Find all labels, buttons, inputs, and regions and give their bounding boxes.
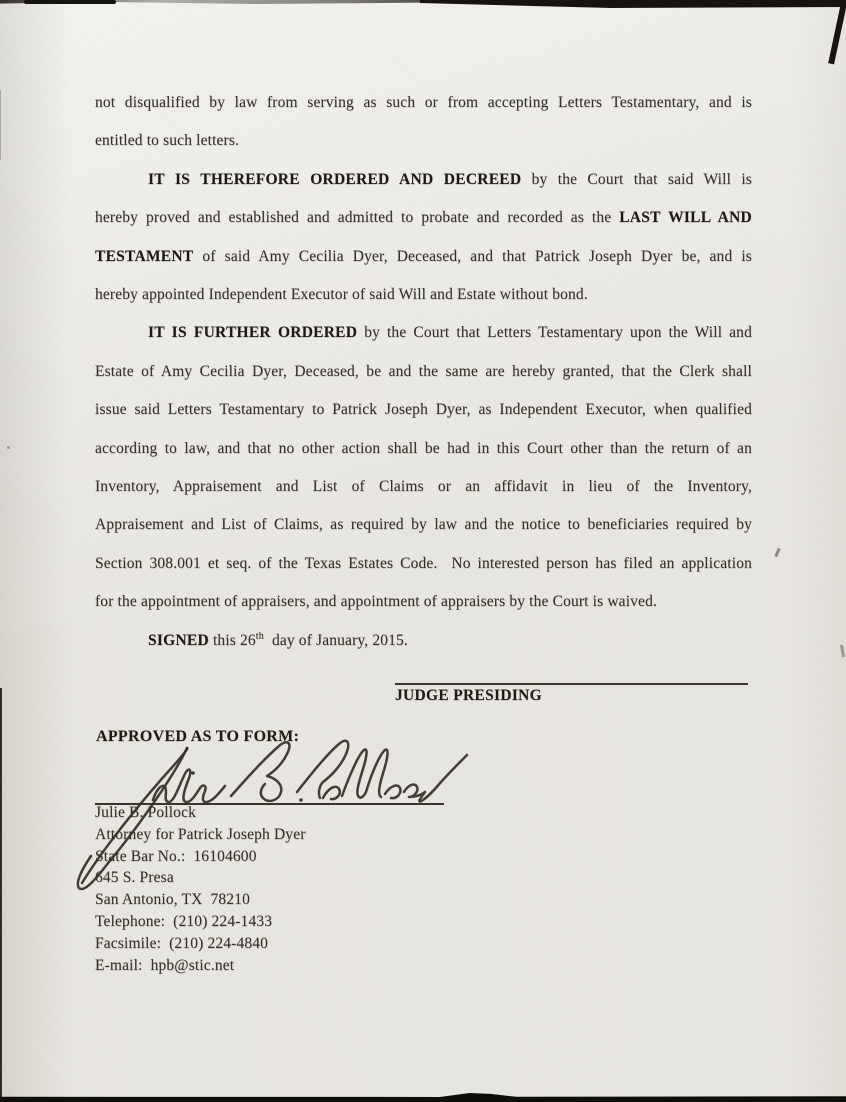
document-body xyxy=(95,84,752,660)
text-segment: not disqualified by law from serving as such or from accepting Letters Testamentary, and is xyxy=(95,94,752,111)
text-segment: day of January, 2015. xyxy=(263,631,408,649)
document-line xyxy=(95,276,752,314)
document-line xyxy=(95,238,752,276)
bold-text-segment: IT IS FURTHER ORDERED xyxy=(148,324,358,342)
text-segment: Estate of Amy Cecilia Dyer, Deceased, be and the same are hereby granted, that the Clerk shall xyxy=(95,362,752,380)
scan-artifact-right-corner xyxy=(828,0,846,64)
text-segment: entitled to such letters. xyxy=(95,132,240,150)
text-segment: issue said Letters Testamentary to Patrick Joseph Dyer, as Independent Executor, when qualified xyxy=(95,401,752,419)
document-line xyxy=(95,199,752,237)
bold-text-segment: SIGNED xyxy=(148,631,209,649)
document-line xyxy=(95,583,752,621)
document-line xyxy=(95,314,752,352)
document-line xyxy=(95,622,752,660)
bold-text-segment: TESTAMENT xyxy=(95,247,194,265)
text-segment: this 26 xyxy=(208,631,256,649)
scan-artifact-speck xyxy=(774,548,780,557)
scan-artifact-left-edge-faint xyxy=(0,90,1,160)
text-segment: by the Court that said Will is xyxy=(521,170,752,188)
text-segment: of said Amy Cecilia Dyer, Deceased, and that Patrick Joseph Dyer be, and is xyxy=(193,247,752,265)
scan-artifact-speck xyxy=(7,446,10,449)
document-line xyxy=(95,353,752,391)
judge-signature-line xyxy=(395,670,748,685)
attorney-info-line: Julie B. Pollock xyxy=(95,804,197,821)
judge-presiding-label: JUDGE PRESIDING xyxy=(395,687,543,704)
scan-artifact-speck xyxy=(840,645,845,657)
text-segment: according to law, and that no other action shall be had in this Court other than the return of an xyxy=(95,439,752,457)
attorney-contact-block xyxy=(95,802,306,976)
attorney-info-line: San Antonio, TX 78210 xyxy=(95,891,251,909)
document-line xyxy=(95,430,752,468)
text-segment: Appraisement and List of Claims, as required by law and the notice to beneficiaries required by xyxy=(95,516,752,534)
bold-text-segment: LAST WILL AND xyxy=(619,209,752,227)
text-segment: th xyxy=(255,630,264,642)
document-line xyxy=(95,545,752,583)
attorney-info-line: Facsimile: (210) 224-4840 xyxy=(95,934,269,952)
document-line xyxy=(95,468,752,506)
attorney-info-line: State Bar No.: 16104600 xyxy=(95,847,257,865)
text-segment: Section 308.001 et seq. of the Texas Estates Code. No interested person has filed an application xyxy=(95,554,752,572)
document-line xyxy=(95,506,752,544)
text-segment: hereby appointed Independent Executor of said Will and Estate without bond. xyxy=(95,286,588,304)
document-line xyxy=(95,122,752,160)
text-segment: hereby proved and established and admitted to probate and recorded as the xyxy=(95,209,620,227)
attorney-info-line: Attorney for Patrick Joseph Dyer xyxy=(95,825,306,843)
attorney-info-line: Telephone: (210) 224-1433 xyxy=(95,912,273,930)
attorney-info-line: 645 S. Presa xyxy=(95,869,174,887)
text-segment: by the Court that Letters Testamentary upon the Will and xyxy=(357,324,752,342)
text-segment: Inventory, Appraisement and List of Claims or an affidavit in lieu of the Inventory, xyxy=(95,478,752,496)
bold-text-segment: IT IS THEREFORE ORDERED AND DECREED xyxy=(148,170,522,188)
scan-artifact-top-left-mark xyxy=(24,0,116,4)
document-line xyxy=(95,391,752,429)
attorney-info-line: E-mail: hpb@stic.net xyxy=(95,956,235,974)
document-line xyxy=(95,161,752,199)
text-segment: for the appointment of appraisers, and appointment of appraisers by the Court is waived. xyxy=(95,593,658,611)
judge-signature-block xyxy=(395,670,748,706)
scan-artifact-top-edge-dark xyxy=(420,0,846,8)
scan-artifact-bottom-edge xyxy=(0,1093,846,1102)
document-line xyxy=(95,84,752,122)
approved-as-to-form-heading: APPROVED AS TO FORM: xyxy=(96,728,300,745)
scan-artifact-left-edge xyxy=(0,688,2,1102)
